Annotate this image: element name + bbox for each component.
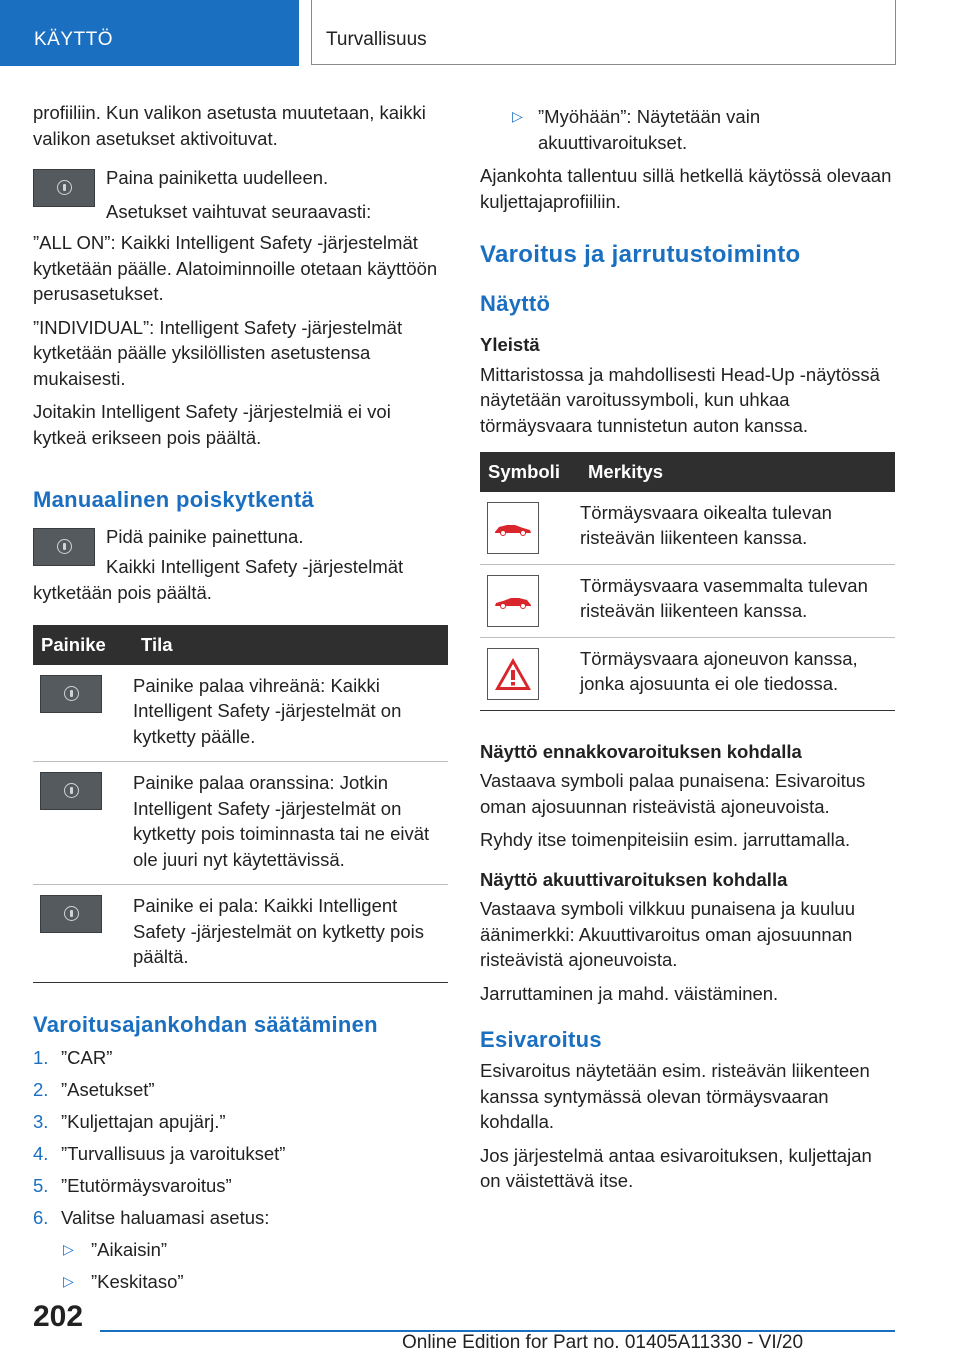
prewarning-text: Esivaroitus näytetään esim. risteävän liikenteen kanssa syntymässä olevan törmäysvaaran kohdalla. xyxy=(480,1060,870,1132)
symbol-table xyxy=(480,452,895,711)
footer-edition: Online Edition for Part no. 01405A11330 - VI/20 xyxy=(401,1332,804,1353)
individual-text: ”INDIVIDUAL”: Intelligent Safety -järjestelmät kytketään päälle yksilöllisten asetustensa mukaisesti. xyxy=(33,316,403,389)
button-state-table xyxy=(33,625,448,983)
table-row xyxy=(33,665,448,762)
triangle-bullet-icon: ▷ xyxy=(63,1240,74,1257)
intelligent-safety-button-icon xyxy=(33,528,95,566)
section-tab xyxy=(0,0,299,66)
table-cell: Painike palaa oranssina: Jotkin Intelligent Safety -järjestelmät on kytketty pois toiminnasta tai ne eivät ole juuri nyt käytettävissä. xyxy=(133,762,448,885)
button-orange-icon xyxy=(40,772,102,810)
intro-text: profiiliin. Kun valikon asetusta muutetaan, kaikki valikon asetukset aktivoituvat. xyxy=(33,102,426,149)
page-number: 202 xyxy=(33,1300,84,1333)
table-cell: Painike palaa vihreänä: Kaikki Intelligent Safety -järjestelmät on kytketty päälle. xyxy=(133,665,448,762)
left-column xyxy=(33,100,448,1301)
table-row xyxy=(33,762,448,885)
options-list xyxy=(33,1237,448,1295)
acute-warning-heading: Näyttö akuuttivaroituksen kohdalla xyxy=(480,868,788,890)
section-label: KÄYTTÖ xyxy=(34,29,114,50)
table-header-symbol: Symboli xyxy=(480,452,580,492)
manual-heading: Manuaalinen poiskytkentä xyxy=(33,487,315,512)
table-cell: Törmäysvaara vasemmalta tulevan risteävän liikenteen kanssa. xyxy=(580,564,895,637)
car-left-icon xyxy=(487,575,539,627)
table-cell: Painike ei pala: Kaikki Intelligent Safety -järjestelmät on kytketty pois päältä. xyxy=(133,885,448,983)
hold-button-row xyxy=(33,524,448,574)
general-text: Mittaristossa ja mahdollisesti Head-Up -näytössä näytetään varoitussymboli, kun uhkaa törmäysvaara tunnistetun auton kanssa. xyxy=(480,363,880,436)
main-heading: Varoitus ja jarrutustoiminto xyxy=(480,241,801,268)
prewarning-action: Jos järjestelmä antaa esivaroituksen, kuljettajan on väistettävä itse. xyxy=(480,1144,872,1191)
chapter-title: Turvallisuus xyxy=(326,29,427,50)
acute-warning-text: Vastaava symboli vilkkuu punaisena ja kuuluu äänimerkki: Akuuttivaroitus oman ajosuunnan risteävistä ajoneuvoista. xyxy=(480,898,856,970)
pre-warning-heading: Näyttö ennakkovaroituksen kohdalla xyxy=(480,740,802,762)
steps-list xyxy=(33,1045,448,1231)
button-off-icon xyxy=(40,895,102,933)
table-header-state: Tila xyxy=(133,625,448,665)
button-green-icon xyxy=(40,675,102,713)
list-item: 2. ”Asetukset” xyxy=(33,1078,155,1100)
prewarning-heading: Esivaroitus xyxy=(480,1027,602,1052)
list-item: 3. ”Kuljettajan apujärj.” xyxy=(33,1110,226,1132)
list-item: ▷ ”Aikaisin” xyxy=(33,1237,448,1263)
some-systems-text: Joitakin Intelligent Safety -järjestelmiä ei voi kytkeä erikseen pois päältä. xyxy=(33,401,391,448)
acute-warning-action: Jarruttaminen ja mahd. väistäminen. xyxy=(480,982,779,1004)
table-cell: Törmäysvaara oikealta tulevan risteävän liikenteen kanssa. xyxy=(580,492,895,565)
pre-warning-action: Ryhdy itse toimenpiteisiin esim. jarruttamalla. xyxy=(480,829,851,850)
timing-heading: Varoitusajankohdan säätäminen xyxy=(33,1011,378,1037)
list-item: ▷ ”Keskitaso” xyxy=(33,1269,448,1295)
intelligent-safety-button-icon xyxy=(33,169,95,207)
list-item: 5. ”Etutörmäysvaroitus” xyxy=(33,1174,232,1196)
table-row xyxy=(480,637,895,710)
table-header-button: Painike xyxy=(33,625,133,665)
option-late-text: ▷ ”Myöhään”: Näytetään vain akuuttivaroitukset. xyxy=(512,106,761,153)
warning-triangle-icon xyxy=(487,648,539,700)
list-item: 4. ”Turvallisuus ja varoitukset” xyxy=(33,1142,286,1164)
table-row xyxy=(480,564,895,637)
list-item: 1. ”CAR” xyxy=(33,1046,113,1068)
saved-text: Ajankohta tallentuu sillä hetkellä käytössä olevaan kuljettajaprofiiliin. xyxy=(480,165,892,212)
table-row xyxy=(480,492,895,565)
pre-warning-text: Vastaava symboli palaa punaisena: Esivaroitus oman ajosuunnan risteävistä ajoneuvoista. xyxy=(480,770,866,817)
right-column xyxy=(480,104,895,1202)
press-again-row xyxy=(33,165,448,224)
list-item: 6. Valitse haluamasi asetus: xyxy=(33,1206,270,1228)
table-row xyxy=(33,885,448,983)
chapter-header xyxy=(311,0,896,65)
car-right-icon xyxy=(487,502,539,554)
general-heading: Yleistä xyxy=(480,334,540,355)
all-on-text: ”ALL ON”: Kaikki Intelligent Safety -järjestelmät kytketään päälle. Alatoiminnoille otetaan käyttöön perusasetukset. xyxy=(33,232,438,304)
hold-button-text: Pidä painike painettuna. xyxy=(106,526,304,547)
settings-change-text: Asetukset vaihtuvat seuraavasti: xyxy=(106,200,372,222)
table-header-meaning: Merkitys xyxy=(580,452,895,492)
display-heading: Näyttö xyxy=(480,291,551,316)
all-off-text: Kaikki Intelligent Safety -järjestelmät kytketään pois päältä. xyxy=(33,556,404,603)
table-cell: Törmäysvaara ajoneuvon kanssa, jonka ajosuunta ei ole tiedossa. xyxy=(580,637,895,710)
triangle-bullet-icon: ▷ xyxy=(63,1272,74,1289)
triangle-bullet-icon: ▷ xyxy=(512,108,523,124)
press-again-text: Paina painiketta uudelleen. xyxy=(106,167,329,188)
